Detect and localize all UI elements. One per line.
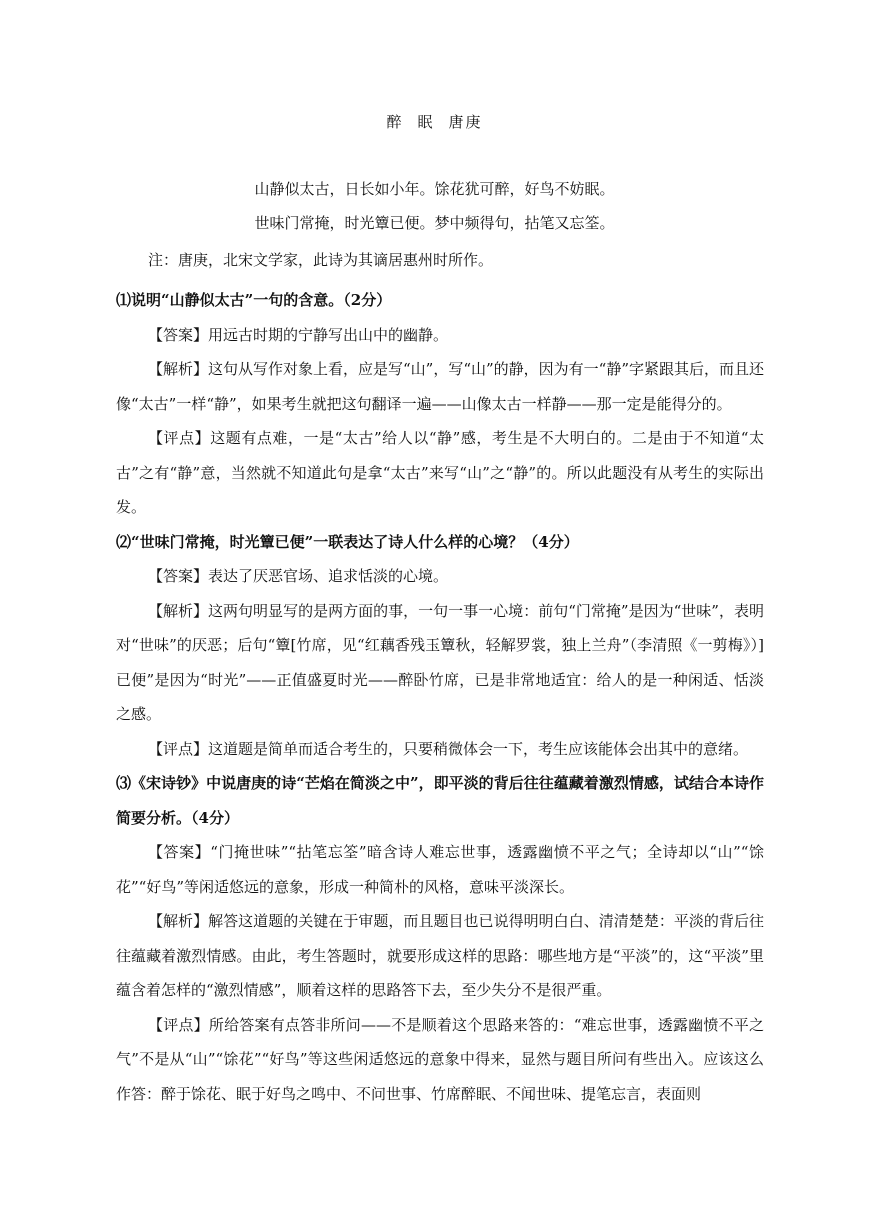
analysis-2: 【解析】这两句明显写的是两方面的事，一句一事一心境：前句“门常掩”是因为“世味”，表明对“世味”的厌恶；后句“簟[竹席，见“红藕香残玉簟秋，轻解罗裳，独上兰舟”（李清照《一剪梅》）]已便”是因为“时光”——正值盛夏时光——醉卧竹席，已是非常地适宜：给人的是一种闲适、恬淡之感。 xyxy=(116,601,764,723)
comment-2: 【评点】这道题是简单而适合考生的，只要稍微体会一下，考生应该能体会出其中的意绪。 xyxy=(148,739,749,758)
poem-note: 注：唐庚，北宋文学家，此诗为其谪居惠州时所作。 xyxy=(148,251,494,269)
poem-title xyxy=(0,110,869,134)
poem-line-1: 山静似太古，日长如小年。馀花犹可醉，好鸟不妨眠。 xyxy=(254,180,615,198)
answer-2: 【答案】表达了厌恶官场、追求恬淡的心境。 xyxy=(148,567,449,585)
qa-body xyxy=(116,283,764,1111)
answer-1: 【答案】用远古时期的宁静写出山中的幽静。 xyxy=(148,325,449,344)
question-2: ⑵“世味门常掩，时光簟已便”一联表达了诗人什么样的心境？（4分） xyxy=(116,532,579,551)
analysis-1: 【解析】这句从写作对象上看，应是写“山”，写“山”的静，因为有一“静”字紧跟其后，而且还像“太古”一样“静”，如果考生就把这句翻译一遍——山像太古一样静——那一定是能得分的。 xyxy=(116,360,765,413)
comment-1: 【评点】这题有点难，一是“太古”给人以“静”感，考生是不大明白的。二是由于不知道“太古”之有“静”意，当然就不知道此句是拿“太古”来写“山”之“静”的。所以此题没有从考生的实际出发。 xyxy=(116,429,764,516)
answer-3: 【答案】“门掩世味”“拈笔忘筌”暗含诗人难忘世事，透露幽愤不平之气；全诗却以“山”“馀花”“好鸟”等闲适悠远的意象，形成一种简朴的风格，意味平淡深长。 xyxy=(116,843,764,896)
question-3: ⑶《宋诗钞》中说唐庚的诗“芒焰在简淡之中”，即平淡的背后往往蕴藏着激烈情感，试结合本诗作简要分析。（4分） xyxy=(116,774,764,827)
title-char-2: 眠 xyxy=(417,113,435,131)
poem-author: 唐庚 xyxy=(448,113,483,131)
poem-line-2: 世味门常掩，时光簟已便。梦中频得句，拈笔又忘筌。 xyxy=(254,214,615,232)
analysis-3: 【解析】解答这道题的关键在于审题，而且题目也已说得明明白白、清清楚楚：平淡的背后往往蕴藏着激烈情感。由此，考生答题时，就要形成这样的思路：哪些地方是“平淡”的，这“平淡”里蕴含着怎样的“激烈情感”，顺着这样的思路答下去，至少失分不是很严重。 xyxy=(116,912,764,999)
question-1: ⑴说明“山静似太古”一句的含意。（2分） xyxy=(116,291,392,309)
comment-3: 【评点】所给答案有点答非所问——不是顺着这个思路来答的：“难忘世事，透露幽愤不平之气”不是从“山”“馀花”“好鸟”等这些闲适悠远的意象中得来，显然与题目所问有些出入。应该这么作答：醉于馀花、眠于好鸟之鸣中、不问世事、竹席醉眠、不闻世味、提笔忘言，表面则 xyxy=(116,1015,764,1103)
title-char-1: 醉 xyxy=(386,113,404,131)
